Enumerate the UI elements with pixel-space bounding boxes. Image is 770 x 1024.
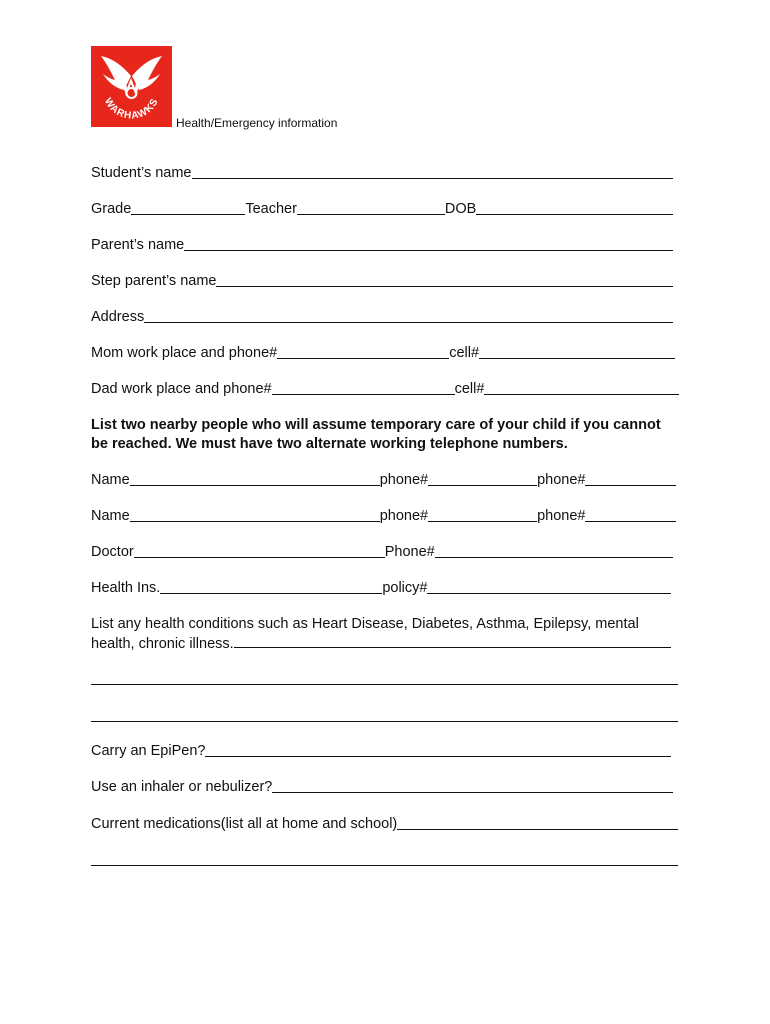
health-conditions-field[interactable] xyxy=(234,634,671,648)
grade-field[interactable] xyxy=(131,201,245,215)
dad-work-phone-field[interactable] xyxy=(272,381,455,395)
mom-cell-field[interactable] xyxy=(479,345,675,359)
epipen-field[interactable] xyxy=(205,743,671,757)
medications-label: Current medications(list all at home and school) xyxy=(91,816,398,832)
contact-phone-label: phone# xyxy=(537,472,586,488)
contact-name-field[interactable] xyxy=(130,472,380,486)
health-conditions-label: List any health conditions such as Heart Disease, Diabetes, Asthma, Epilepsy, mental health, chronic illness. xyxy=(91,616,639,652)
policy-label: policy# xyxy=(382,580,428,596)
teacher-field[interactable] xyxy=(297,201,445,215)
warhawks-emblem-icon xyxy=(91,46,172,127)
health-conditions-extra-line[interactable] xyxy=(91,721,678,722)
doctor-phone-field[interactable] xyxy=(435,544,673,558)
dad-work-label: Dad work place and phone# xyxy=(91,381,272,397)
grade-teacher-dob-row xyxy=(91,201,673,218)
health-conditions-extra-line[interactable] xyxy=(91,684,678,685)
svg-text:WARHAWKS: WARHAWKS xyxy=(101,96,161,122)
teacher-label: Teacher xyxy=(245,201,297,217)
step-parent-name-row xyxy=(91,273,673,290)
inhaler-label: Use an inhaler or nebulizer? xyxy=(91,779,273,795)
contact-phone-label: phone# xyxy=(379,508,429,524)
student-name-field[interactable] xyxy=(192,165,674,179)
contact-name-label: Name xyxy=(91,508,130,524)
student-name-row xyxy=(91,165,673,182)
address-row xyxy=(91,309,673,326)
dad-cell-field[interactable] xyxy=(484,381,679,395)
doctor-field[interactable] xyxy=(134,544,385,558)
epipen-label: Carry an EpiPen? xyxy=(91,743,206,759)
contact-phone-label: phone# xyxy=(379,472,429,488)
mom-cell-label: cell# xyxy=(449,345,480,361)
parent-name-field[interactable] xyxy=(184,237,673,251)
grade-label: Grade xyxy=(91,201,132,217)
dad-cell-label: cell# xyxy=(454,381,485,397)
form-title: Health/Emergency information xyxy=(176,116,338,130)
contact-phone-field[interactable] xyxy=(585,472,676,486)
contact-name-field[interactable] xyxy=(130,508,380,522)
health-ins-label: Health Ins. xyxy=(91,580,161,596)
doctor-phone-label: Phone# xyxy=(384,544,435,560)
policy-field[interactable] xyxy=(427,580,671,594)
contact-phone-field[interactable] xyxy=(428,472,537,486)
contact-row xyxy=(91,508,676,525)
inhaler-row xyxy=(91,779,673,796)
parent-name-label: Parent’s name xyxy=(91,237,185,253)
emergency-contact-instructions: List two nearby people who will assume temporary care of your child if you cannot be reached. We must have two alternate working telephone numbers. xyxy=(91,417,661,452)
contact-row xyxy=(91,472,676,489)
mom-work-row xyxy=(91,345,675,362)
medications-extra-line[interactable] xyxy=(91,865,678,866)
dob-field[interactable] xyxy=(476,201,673,215)
doctor-label: Doctor xyxy=(91,544,134,560)
address-label: Address xyxy=(91,309,145,325)
mom-work-phone-field[interactable] xyxy=(277,345,449,359)
contact-phone-label: phone# xyxy=(537,508,586,524)
contact-name-label: Name xyxy=(91,472,130,488)
step-parent-name-label: Step parent’s name xyxy=(91,273,217,289)
mom-work-label: Mom work place and phone# xyxy=(91,345,278,361)
dob-label: DOB xyxy=(444,201,477,217)
doctor-row xyxy=(91,544,673,561)
student-name-label: Student’s name xyxy=(91,165,192,181)
parent-name-row xyxy=(91,237,673,254)
inhaler-field[interactable] xyxy=(272,779,673,793)
health-ins-field[interactable] xyxy=(160,580,382,594)
dad-work-row xyxy=(91,381,679,398)
step-parent-name-field[interactable] xyxy=(216,273,673,287)
health-ins-row xyxy=(91,580,671,597)
medications-field[interactable] xyxy=(397,816,678,830)
health-conditions-prompt xyxy=(91,615,681,654)
contact-phone-field[interactable] xyxy=(428,508,537,522)
warhawks-logo xyxy=(91,46,172,127)
contact-phone-field[interactable] xyxy=(585,508,676,522)
address-field[interactable] xyxy=(144,309,673,323)
epipen-row xyxy=(91,743,671,760)
medications-row xyxy=(91,816,678,833)
